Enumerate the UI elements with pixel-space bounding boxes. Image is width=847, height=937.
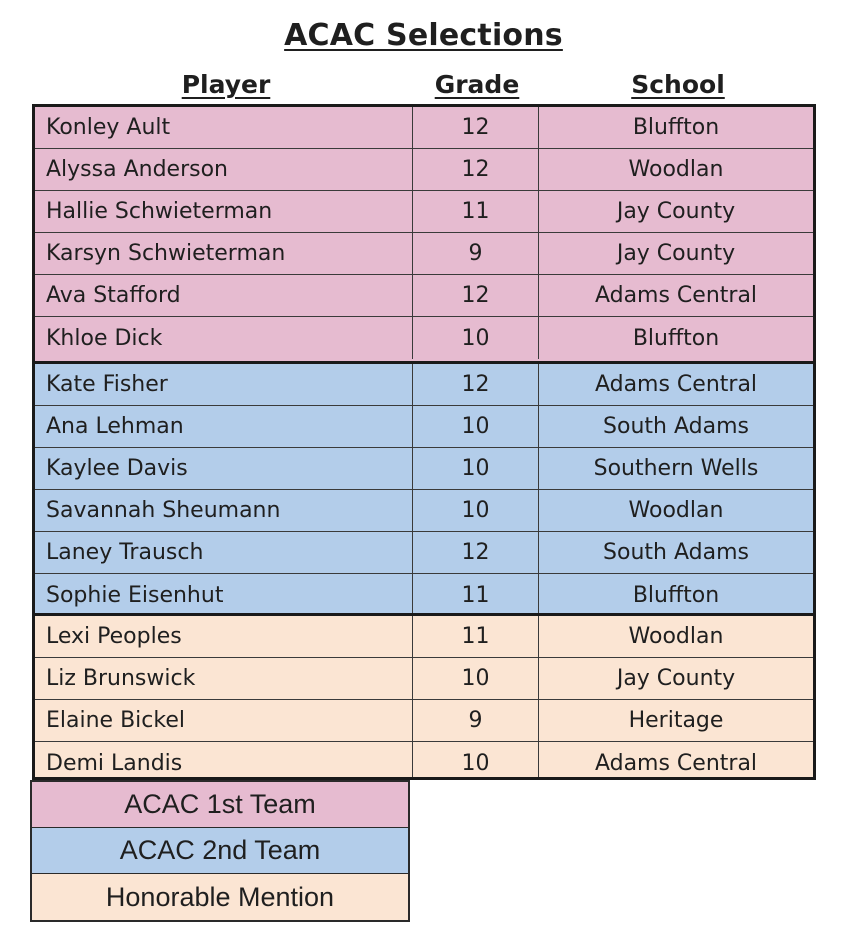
legend-second-team: ACAC 2nd Team	[32, 828, 408, 874]
player-cell: Elaine Bickel	[35, 700, 413, 741]
player-cell: Ana Lehman	[35, 406, 413, 447]
table-row	[35, 742, 813, 780]
legend-honorable-mention: Honorable Mention	[32, 874, 408, 920]
table-row	[35, 532, 813, 574]
player-cell: Ava Stafford	[35, 275, 413, 316]
player-cell: Hallie Schwieterman	[35, 191, 413, 232]
table-row	[35, 616, 813, 658]
first-team-group	[35, 107, 813, 361]
grade-cell: 10	[413, 742, 539, 780]
school-cell: Bluffton	[632, 325, 720, 351]
grade-cell: 12	[413, 107, 539, 148]
school-cell: Jay County	[616, 666, 736, 691]
school-cell: Adams Central	[594, 283, 758, 308]
player-cell: Sophie Eisenhut	[35, 574, 413, 616]
table-row	[35, 275, 813, 317]
table-row	[35, 490, 813, 532]
column-header-grade: Grade	[434, 70, 520, 99]
player-cell: Liz Brunswick	[35, 658, 413, 699]
player-cell: Kaylee Davis	[35, 448, 413, 489]
column-header-school: School	[631, 70, 725, 99]
table-row	[35, 149, 813, 191]
player-cell: Lexi Peoples	[35, 616, 413, 657]
table-row	[35, 191, 813, 233]
grade-cell: 11	[413, 574, 539, 616]
selections-table	[32, 104, 816, 780]
grade-cell: 10	[413, 658, 539, 699]
player-cell: Alyssa Anderson	[35, 149, 413, 190]
school-cell: Woodlan	[628, 498, 724, 523]
grade-cell: 10	[413, 490, 539, 531]
grade-cell: 9	[413, 700, 539, 741]
player-cell: Savannah Sheumann	[35, 490, 413, 531]
school-cell: Jay County	[616, 199, 736, 224]
player-cell: Kate Fisher	[35, 364, 413, 405]
grade-cell: 9	[413, 233, 539, 274]
school-cell: Woodlan	[628, 624, 724, 649]
page-title: ACAC Selections	[284, 18, 563, 53]
player-cell: Konley Ault	[35, 107, 413, 148]
school-cell: Heritage	[628, 708, 724, 733]
player-cell: Laney Trausch	[35, 532, 413, 573]
grade-cell: 12	[413, 532, 539, 573]
column-header-player: Player	[181, 70, 271, 99]
school-cell: Bluffton	[632, 115, 720, 140]
table-row	[35, 233, 813, 275]
table-row	[35, 448, 813, 490]
grade-cell: 11	[413, 616, 539, 657]
grade-cell: 10	[413, 317, 539, 359]
grade-cell: 12	[413, 364, 539, 405]
school-cell: Woodlan	[628, 157, 724, 182]
legend-first-team: ACAC 1st Team	[32, 782, 408, 828]
table-row	[35, 574, 813, 616]
grade-cell: 10	[413, 406, 539, 447]
school-cell: Adams Central	[594, 372, 758, 397]
table-row	[35, 317, 813, 359]
player-cell: Khloe Dick	[35, 317, 413, 359]
table-row	[35, 364, 813, 406]
school-cell: South Adams	[603, 414, 749, 439]
honorable-mention-group	[35, 613, 813, 777]
school-cell: Jay County	[616, 241, 736, 266]
player-cell: Demi Landis	[35, 742, 413, 780]
table-row	[35, 107, 813, 149]
school-cell: Southern Wells	[593, 456, 759, 481]
table-row	[35, 658, 813, 700]
grade-cell: 10	[413, 448, 539, 489]
legend	[30, 780, 410, 922]
school-cell: Bluffton	[632, 582, 720, 608]
grade-cell: 12	[413, 149, 539, 190]
school-cell: South Adams	[603, 540, 749, 565]
school-cell: Adams Central	[594, 750, 758, 776]
second-team-group	[35, 361, 813, 613]
grade-cell: 12	[413, 275, 539, 316]
grade-cell: 11	[413, 191, 539, 232]
table-row	[35, 406, 813, 448]
table-row	[35, 700, 813, 742]
player-cell: Karsyn Schwieterman	[35, 233, 413, 274]
